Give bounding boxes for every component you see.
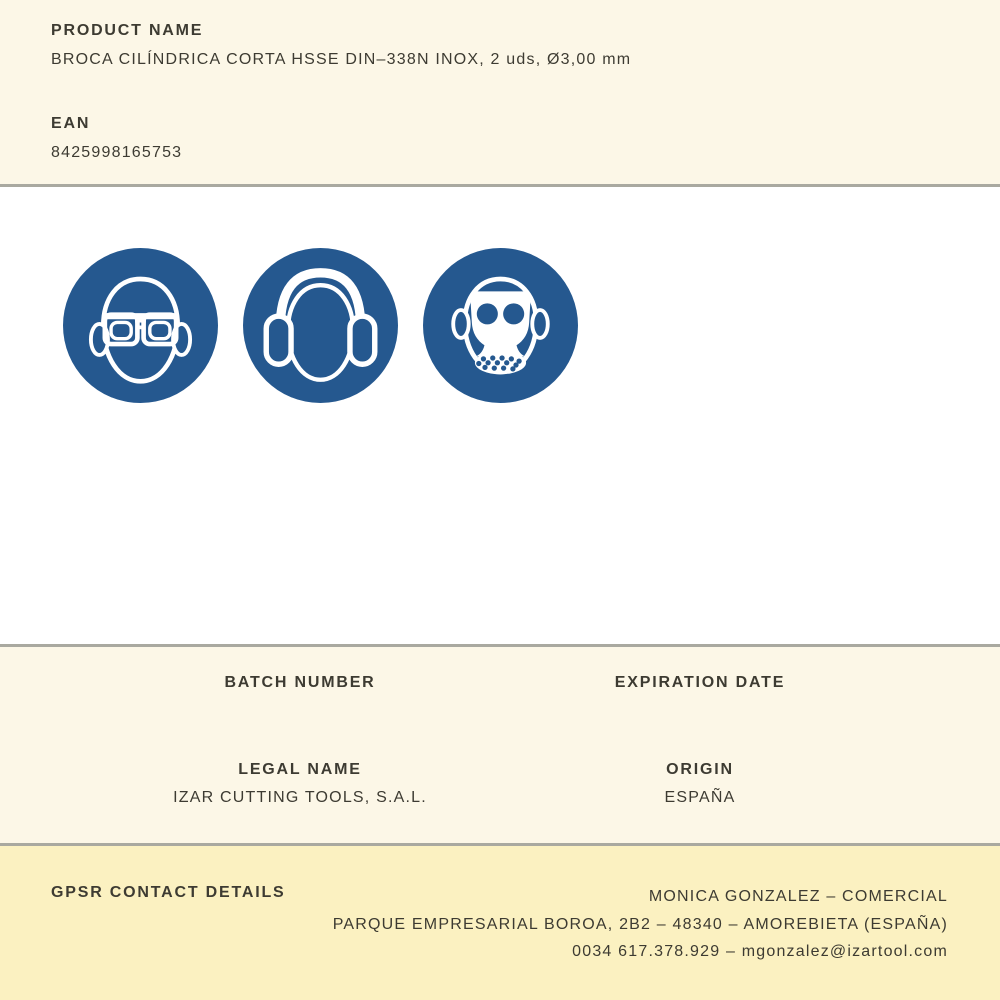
origin-value: ESPAÑA [664, 789, 736, 806]
contact-phone-email-line: 0034 617.378.929 – mgonzalez@izartool.com [572, 943, 948, 960]
respiratory-protection-icon [423, 248, 578, 403]
contact-person-line: MONICA GONZALEZ – COMERCIAL [648, 888, 948, 905]
contact-address-line: PARQUE EMPRESARIAL BOROA, 2B2 – 48340 – AMOREBIETA (ESPAÑA) [332, 915, 948, 933]
details-section [0, 647, 1000, 843]
gpsr-contact-section [0, 846, 1000, 1000]
eye-protection-icon [63, 248, 218, 403]
legal-name-field [100, 760, 500, 807]
ean-label: EAN [51, 115, 91, 132]
product-info-section [0, 0, 1000, 184]
batch-number-value [100, 701, 500, 720]
safety-icons-row [63, 248, 1000, 403]
gpsr-contact-lines [333, 883, 948, 966]
product-name-value: BROCA CILÍNDRICA CORTA HSSE DIN–338N INOX, 2 uds, Ø3,00 mm [51, 51, 632, 68]
batch-number-label: BATCH NUMBER [224, 674, 376, 691]
batch-number-field [100, 673, 500, 720]
expiration-date-value [500, 701, 900, 720]
product-name-label: PRODUCT NAME [51, 22, 204, 39]
details-right-column [500, 673, 900, 847]
legal-name-value: IZAR CUTTING TOOLS, S.A.L. [173, 789, 427, 806]
expiration-date-field [500, 673, 900, 720]
safety-icons-section [0, 187, 1000, 644]
ean-value: 8425998165753 [51, 144, 183, 161]
expiration-date-label: EXPIRATION DATE [614, 674, 786, 691]
legal-name-label: LEGAL NAME [238, 761, 362, 778]
origin-field [500, 760, 900, 807]
gpsr-contact-label: GPSR CONTACT DETAILS [51, 884, 286, 901]
origin-label: ORIGIN [666, 761, 734, 778]
details-left-column [100, 673, 500, 847]
ear-protection-icon [243, 248, 398, 403]
